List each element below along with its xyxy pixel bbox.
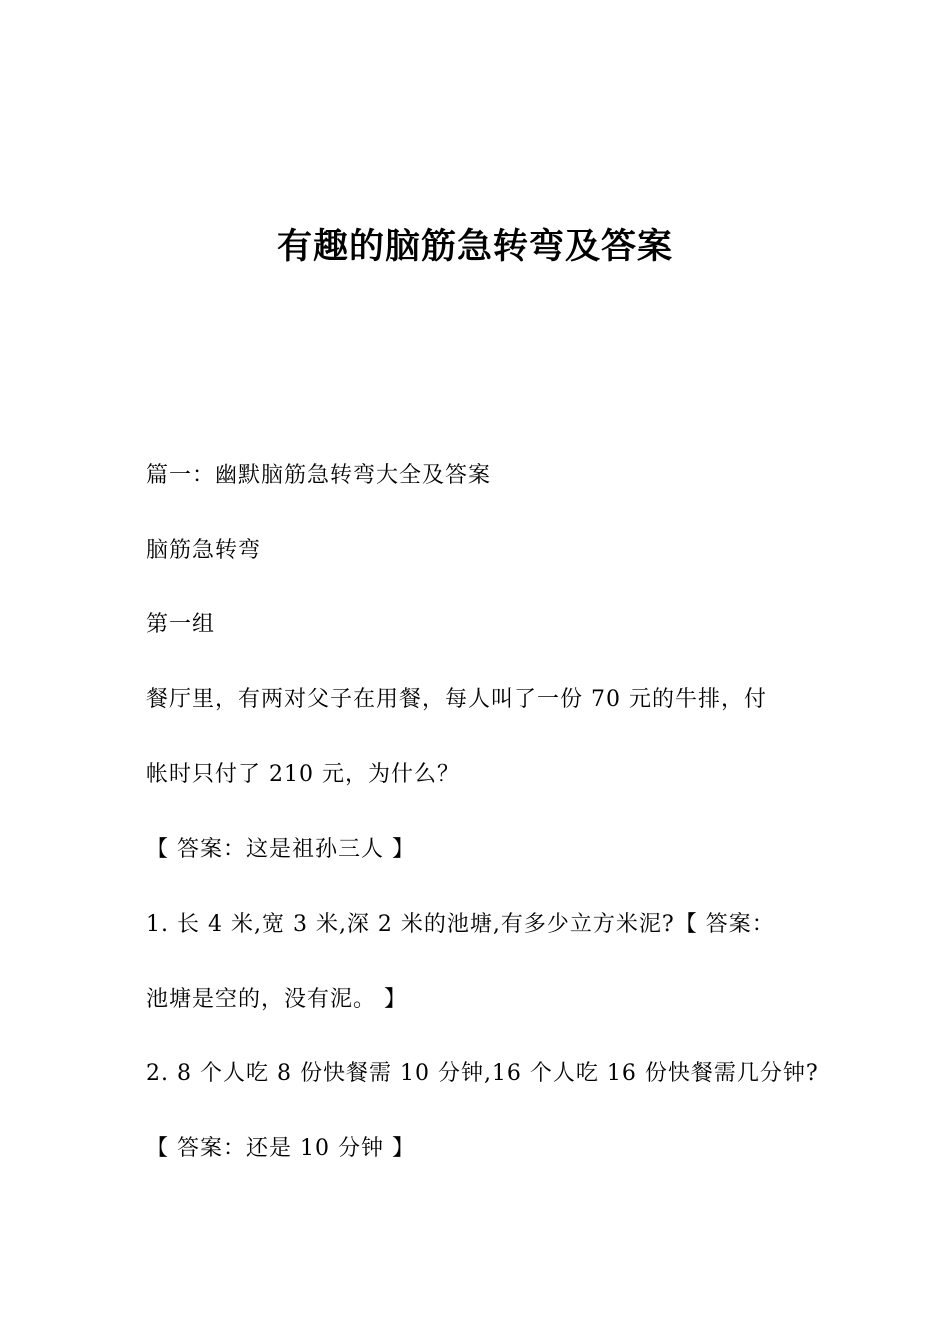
answer-line: 【 答案：这是祖孙三人 】 xyxy=(146,837,415,862)
document-title: 有趣的脑筋急转弯及答案 xyxy=(276,227,673,267)
answer-line: 池塘是空的，没有泥。 】 xyxy=(146,987,407,1012)
riddle-text-line: 1. 长 4 米,宽 3 米,深 2 米的池塘,有多少立方米泥?【 答案： xyxy=(146,912,775,937)
riddle-text-line: 2. 8 个人吃 8 份快餐需 10 分钟,16 个人吃 16 份快餐需几分钟? xyxy=(146,1061,819,1086)
group-heading: 第一组 xyxy=(146,612,216,637)
riddle-text-line: 餐厅里，有两对父子在用餐，每人叫了一份 70 元的牛排，付 xyxy=(146,687,767,712)
answer-line: 【 答案：还是 10 分钟 】 xyxy=(146,1136,415,1161)
section-heading: 篇一：幽默脑筋急转弯大全及答案 xyxy=(146,463,492,488)
subheading-riddles: 脑筋急转弯 xyxy=(146,538,262,563)
riddle-text-line: 帐时只付了 210 元，为什么？ xyxy=(146,762,460,787)
